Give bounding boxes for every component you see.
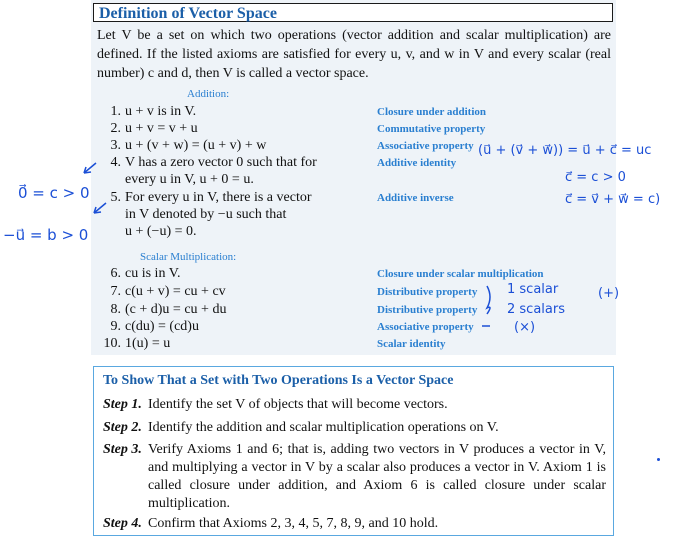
definition-intro: Let V be a set on which two operations (vector addition and scalar multiplication) are defined. If the listed axioms are satisfied for every u, v, and w in V and every scalar (real number) c and d, then V is called a vector space. (97, 28, 611, 81)
axiom-2: 2. u + v = v + u (110, 121, 198, 136)
property-associative-add: Associative property (377, 140, 474, 152)
note-one-scalar: 1 scalar (507, 282, 559, 297)
axiom-9: 9. c(du) = (cd)u (110, 319, 199, 334)
step-2: Step 2. Identify the addition and scalar multiplication operations on V. (103, 420, 499, 435)
step-3: Step 3. Verify Axioms 1 and 6; that is, adding two vectors in V produces a vector in V, and multiplying a vector in V by a scalar also produces a vector in V. Axiom 1 is called closure under addition, and Axiom 6 is called closure under scalar multiplication. (103, 442, 606, 511)
axiom-5: 5. For every u in V, there is a vector in V denoted by −u such that u + (−u) = 0. (110, 190, 312, 239)
property-commutative: Commutative property (377, 123, 486, 135)
note-negative-u: −u⃗ = b > 0 (3, 226, 89, 244)
axiom-7: 7. c(u + v) = cu + cv (110, 284, 226, 299)
axiom-4: 4. V has a zero vector 0 such that for every u in V, u + 0 = u. (110, 155, 317, 187)
definition-title: Definition of Vector Space (93, 3, 613, 22)
axiom-8: 8. (c + d)u = cu + du (110, 302, 227, 317)
note-two-scalars: 2 scalars (507, 302, 565, 317)
axiom-6: 6. cu is in V. (110, 266, 181, 281)
property-closure-addition: Closure under addition (377, 106, 487, 118)
note-identity: c⃗ = c > 0 (565, 170, 626, 185)
note-associative: (u⃗ + (v⃗ + w⃗)) = u⃗ + c⃗ = uc (478, 143, 652, 158)
axiom-3: 3. u + (v + w) = (u + v) + w (110, 138, 267, 153)
note-times: (×) (514, 320, 536, 335)
ink-dot (657, 458, 660, 461)
property-distributive-2: Distributive property (377, 304, 478, 316)
arrowhead-axiom-4 (84, 167, 91, 173)
note-inverse: c⃗ = v⃗ + w⃗ = c) (565, 192, 661, 207)
axiom-1: 1. u + v is in V. (110, 104, 197, 119)
note-zero-vector: 0⃗ = c > 0 (18, 184, 90, 202)
property-distributive-1: Distributive property (377, 286, 478, 298)
property-closure-scalar: Closure under scalar multiplication (377, 268, 544, 280)
property-additive-identity: Additive identity (377, 157, 457, 169)
procedure-title: To Show That a Set with Two Operations Is a Vector Space (103, 373, 454, 388)
property-associative-scalar: Associative property (377, 321, 474, 333)
step-4: Step 4. Confirm that Axioms 2, 3, 4, 5, 7, 8, 9, and 10 hold. (103, 516, 439, 531)
property-scalar-identity: Scalar identity (377, 338, 446, 350)
axiom-10: 10. 1(u) = u (103, 336, 171, 351)
note-plus: (+) (598, 286, 620, 301)
step-1: Step 1. Identify the set V of objects that will become vectors. (103, 397, 448, 412)
property-additive-inverse: Additive inverse (377, 192, 454, 204)
addition-heading: Addition: (187, 88, 230, 100)
scalar-heading: Scalar Multiplication: (140, 251, 237, 263)
